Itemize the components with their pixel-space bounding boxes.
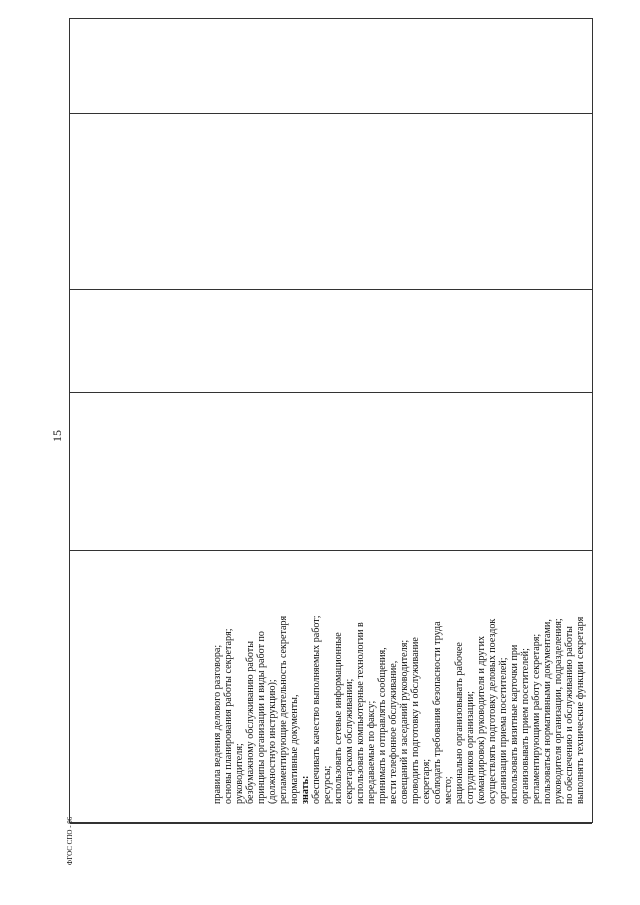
table-line: правила ведения делового разговора; <box>212 644 223 804</box>
table-line: осуществлять подготовку деловых поездок <box>487 618 498 804</box>
requirements-table <box>69 18 593 823</box>
table-line: организовывать прием посетителей; <box>520 648 531 804</box>
table-line: регламентирующими работу секретаря; <box>531 633 542 804</box>
table-line: передаваемые по факсу; <box>366 700 377 804</box>
table-line: (командировок) руководителя и других <box>476 635 487 804</box>
table-line: принципы организации и виды работ по <box>256 631 267 804</box>
table-line: вести телефонное обслуживание, <box>388 660 399 804</box>
table-line: руководителя; <box>234 743 245 804</box>
footer-code: ФГОС СПО - 06 <box>66 816 74 866</box>
table-column-4 <box>70 393 592 551</box>
table-line: принимать и отправлять сообщения, <box>377 647 388 804</box>
table-line: секретарском обслуживании; <box>344 678 355 804</box>
skills-cell <box>70 551 592 824</box>
table-line: сотрудников организации; <box>465 691 476 804</box>
table-line: использовать сетевые информационные <box>333 632 344 804</box>
table-line: соблюдать требования безопасности труда <box>432 621 443 804</box>
table-line: (должностную инструкцию); <box>267 679 278 804</box>
table-line: пользоваться нормативными документами, <box>542 619 553 804</box>
table-line: выполнять технические функции секретаря <box>575 616 586 804</box>
table-line: совещаний и заседаний руководителя; <box>399 639 410 804</box>
table-column-1 <box>70 19 592 114</box>
table-line: проводить подготовку и обслуживание <box>410 637 421 804</box>
table-column-2 <box>70 114 592 290</box>
table-line: место; <box>443 776 454 804</box>
table-line: нормативные документы, <box>289 694 300 804</box>
table-line: ресурсы; <box>322 765 333 804</box>
table-line: использовать компьютерные технологии в <box>355 622 366 804</box>
table-line: рационально организовывать рабочее <box>454 642 465 804</box>
table-line: секретаря; <box>421 758 432 804</box>
table-line: по обеспечению и обслуживанию работы <box>564 626 575 804</box>
table-line: регламентирующие деятельность секретаря <box>278 615 289 804</box>
page-number: 15 <box>50 430 64 442</box>
table-line: организации приема посетителей; <box>498 657 509 804</box>
table-column-3 <box>70 290 592 393</box>
table-line: безбумажному обслуживанию работы <box>245 641 256 804</box>
table-line: знать: <box>300 775 311 804</box>
table-line: руководителя организации, подразделения; <box>553 618 564 804</box>
table-line: обеспечивать качество выполняемых работ; <box>311 615 322 804</box>
table-line: использовать визитные карточки при <box>509 644 520 804</box>
table-line: основы планирования работы секретаря; <box>223 628 234 804</box>
